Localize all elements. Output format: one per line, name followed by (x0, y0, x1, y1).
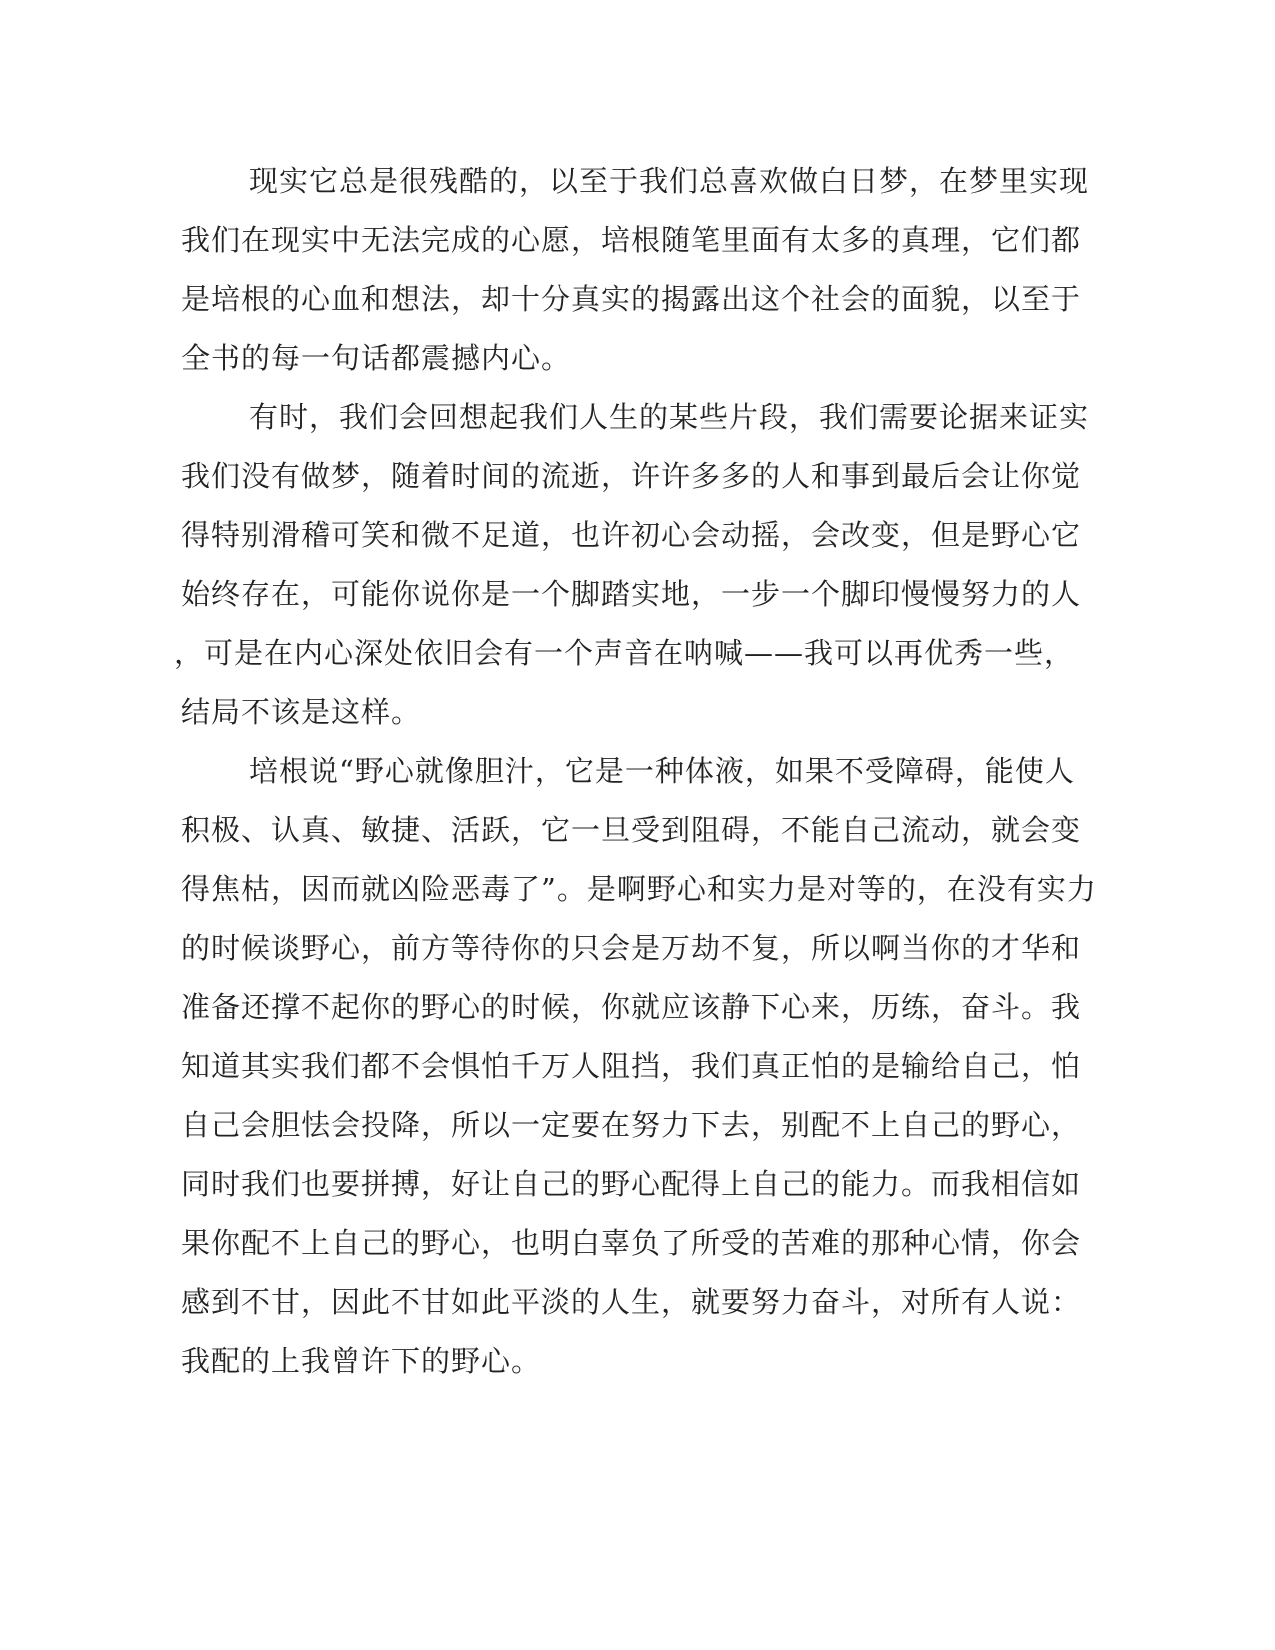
text-line: 同时我们也要拼搏，好让自己的野心配得上自己的能力。而我相信如 (181, 1167, 1082, 1201)
text-line: 有时，我们会回想起我们人生的某些片段，我们需要论据来证实 (249, 400, 1090, 434)
text-line: 自己会胆怯会投降，所以一定要在努力下去，别配不上自己的野心， (181, 1108, 1082, 1142)
text-line: 知道其实我们都不会惧怕千万人阻挡，我们真正怕的是输给自己，怕 (181, 1049, 1082, 1083)
paragraph-2 (174, 394, 1090, 748)
text-line: 积极、认真、敏捷、活跃，它一旦受到阻碍，不能自己流动，就会变 (181, 813, 1082, 847)
text-line: 我们在现实中无法完成的心愿，培根随笔里面有太多的真理，它们都 (181, 223, 1082, 257)
paragraph-3 (181, 748, 1097, 1397)
text-line: 的时候谈野心，前方等待你的只会是万劫不复，所以啊当你的才华和 (181, 931, 1082, 965)
text-line: 现实它总是很残酷的，以至于我们总喜欢做白日梦，在梦里实现 (249, 164, 1090, 198)
text-line: 全书的每一句话都震撼内心。 (181, 341, 572, 375)
text-line: 结局不该是这样。 (181, 695, 422, 729)
text-line: 感到不甘，因此不甘如此平淡的人生，就要努力奋斗，对所有人说： (181, 1285, 1082, 1319)
text-line: 是培根的心血和想法，却十分真实的揭露出这个社会的面貌，以至于 (181, 282, 1082, 316)
text-line: 始终存在，可能你说你是一个脚踏实地，一步一个脚印慢慢努力的人 (181, 577, 1082, 611)
text-line: 我们没有做梦，随着时间的流逝，许许多多的人和事到最后会让你觉 (181, 459, 1082, 493)
document-body (174, 158, 1097, 1397)
text-line: 培根说“野心就像胆汁，它是一种体液，如果不受障碍，能使人 (249, 754, 1075, 788)
paragraph-1 (181, 158, 1090, 394)
text-line: ，可是在内心深处依旧会有一个声音在呐喊——我可以再优秀一些， (174, 636, 1075, 670)
text-line: 得焦枯，因而就凶险恶毒了”。是啊野心和实力是对等的，在没有实力 (181, 872, 1097, 906)
text-line: 我配的上我曾许下的野心。 (181, 1344, 542, 1378)
text-line: 得特别滑稽可笑和微不足道，也许初心会动摇，会改变，但是野心它 (181, 518, 1082, 552)
text-line: 果你配不上自己的野心，也明白辜负了所受的苦难的那种心情，你会 (181, 1226, 1082, 1260)
text-line: 准备还撑不起你的野心的时候，你就应该静下心来，历练，奋斗。我 (181, 990, 1082, 1024)
